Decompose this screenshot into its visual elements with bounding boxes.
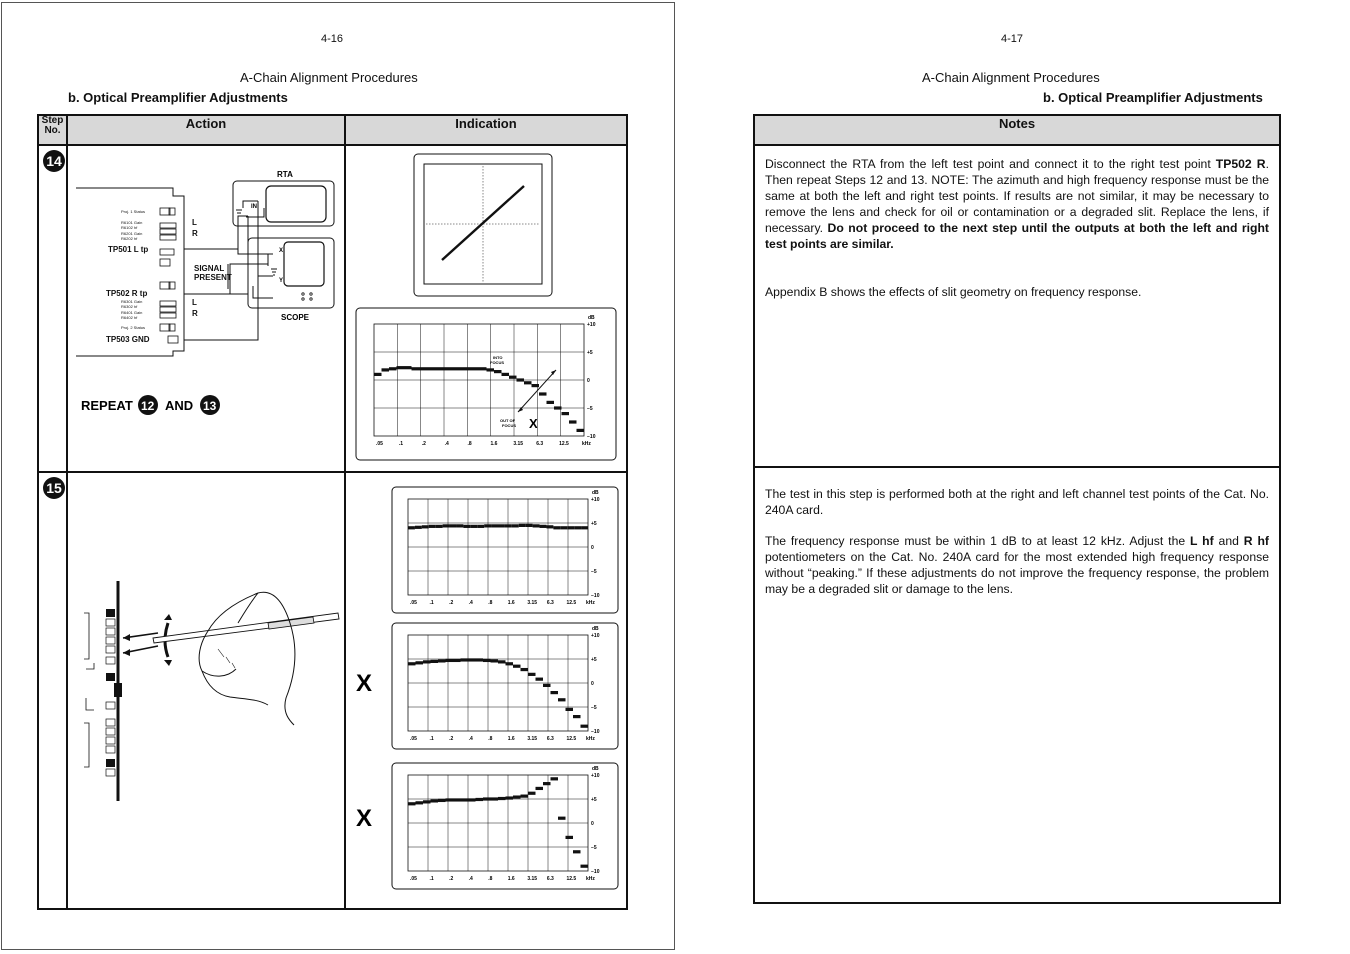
step15-cell (38, 472, 67, 909)
response-band (479, 367, 487, 370)
response-band (412, 367, 420, 370)
response-band (581, 865, 589, 868)
x-tick-label: 6.3 (536, 441, 544, 447)
response-band (389, 367, 397, 370)
channel-l-label: L (192, 298, 197, 307)
y-tick-label: −5 (591, 845, 597, 851)
x-tick-label: .4 (444, 441, 449, 447)
response-band (536, 678, 544, 681)
response-band (562, 412, 570, 415)
y-tick-label: −5 (591, 705, 597, 711)
signal-present-label: SIGNAL (194, 264, 225, 273)
response-band (560, 526, 567, 529)
response-band (431, 799, 439, 802)
step14-cell (38, 145, 67, 472)
header-indication: Indication (345, 115, 627, 145)
card-label: R6201 Gain (121, 231, 143, 236)
response-band (468, 658, 476, 661)
channel-r-label: R (192, 229, 198, 238)
x-tick-label: .2 (449, 876, 454, 882)
response-band (453, 798, 461, 801)
x-tick-label: 3.15 (527, 600, 538, 606)
response-band (512, 524, 519, 527)
notes-paragraph: Appendix B shows the effects of slit geometry on frequency response. (765, 285, 1142, 299)
response-band (436, 525, 443, 528)
y-tick-label: +5 (591, 797, 597, 803)
x-tick-label: 1.6 (507, 876, 515, 882)
response-band (498, 660, 506, 663)
response-band (487, 368, 495, 371)
response-band (423, 800, 431, 803)
response-band (416, 801, 424, 804)
response-band (506, 796, 514, 799)
into-focus-label: FOCUS (490, 360, 504, 365)
response-band (431, 660, 439, 663)
card-label: Proj. 2 Status (121, 325, 146, 330)
x-tick-label: 3.15 (527, 876, 538, 882)
chart-frame (392, 623, 618, 749)
channel-l-label: L (192, 218, 197, 227)
x-mark-rolloff: X (356, 670, 373, 697)
y-tick-label: −5 (591, 569, 597, 575)
response-band (539, 392, 547, 395)
rta-chart-step15-rolloff (392, 623, 618, 749)
x-tick-label: .8 (467, 441, 472, 447)
response-band (567, 526, 574, 529)
out-of-focus-label: FOCUS (502, 423, 516, 428)
response-band (532, 384, 540, 387)
x-tick-label: 12.5 (566, 736, 577, 742)
scope-label: SCOPE (281, 313, 310, 322)
response-band (408, 802, 416, 805)
x-tick-label: kHz (586, 600, 595, 606)
y-tick-label: −10 (591, 729, 600, 735)
notes-paragraph: Disconnect the RTA from the left test point and connect it to the right test point TP502 R. Then repeat Steps 12 and 13. NOTE: The azimuth and high frequency response must be the same at both the left and right test points. If results are not similar, it may be necessary to remove the lens and check for oil or contamination or a degraded slit. Replace the lens, if necessary. Do not proceed to the next step until the outputs at both the left and right test points are similar. (765, 157, 1269, 251)
x-tick-label: 6.3 (546, 876, 554, 882)
x-tick-label: kHz (582, 441, 591, 447)
y-tick-label: +5 (591, 657, 597, 663)
x-tick-label: .8 (488, 736, 493, 742)
x-tick-label: .2 (449, 736, 454, 742)
tp502-label: TP502 R tp (106, 289, 148, 298)
tp503-label: TP503 GND (106, 335, 150, 344)
response-band (422, 525, 429, 528)
response-band (543, 684, 551, 687)
response-band (554, 406, 562, 409)
out-of-focus-label: OUT OF (500, 418, 516, 423)
response-band (476, 658, 484, 661)
response-band (569, 420, 577, 423)
x-tick-label: .4 (468, 600, 473, 606)
step14-action (67, 145, 345, 472)
response-band (419, 367, 427, 370)
x-tick-label: 6.3 (546, 736, 554, 742)
step-badge-15: 15 (43, 477, 65, 499)
y-unit-label: dB (592, 626, 599, 632)
scope-y-label: Y (279, 278, 284, 284)
response-band (450, 524, 457, 527)
step-badge-14: 14 (43, 150, 65, 172)
step15-notes (754, 467, 1280, 903)
header-notes: Notes (754, 115, 1280, 145)
response-band (491, 524, 498, 527)
response-band (491, 659, 499, 662)
x-tick-label: 12.5 (559, 441, 569, 447)
step14-notes (754, 145, 1280, 467)
x-tick-label: .05 (376, 441, 383, 447)
response-band (528, 792, 536, 795)
response-band (476, 798, 484, 801)
focus-arrow (518, 370, 556, 412)
response-band (547, 401, 555, 404)
x-tick-label: .1 (429, 600, 434, 606)
response-band (581, 526, 588, 529)
x-tick-label: .2 (421, 441, 426, 447)
hand-illustration (199, 592, 295, 725)
response-band (573, 715, 581, 718)
x-tick-label: 12.5 (566, 876, 577, 882)
response-band (551, 777, 559, 780)
x-tick-label: .1 (398, 441, 404, 447)
response-band (498, 797, 506, 800)
rta-in-label: IN (251, 204, 257, 210)
procedure-table (37, 114, 628, 910)
y-tick-label: −5 (587, 406, 593, 412)
response-band (540, 525, 547, 528)
response-band (581, 725, 589, 728)
response-band (533, 524, 540, 527)
x-mark: X (529, 416, 538, 431)
card-label: R6101 Gain (121, 220, 143, 225)
y-tick-label: 0 (591, 681, 594, 687)
x-tick-label: .05 (410, 876, 417, 882)
y-tick-label: −10 (591, 869, 600, 875)
response-band (374, 373, 382, 376)
notes-paragraph: The test in this step is performed both at the right and left channel test points of the Cat. No. 240A card. (765, 487, 1269, 517)
chart-frame (392, 487, 618, 613)
response-band (423, 660, 431, 663)
response-band (519, 524, 526, 527)
tp501-label: TP501 L tp (108, 245, 149, 254)
response-band (491, 797, 499, 800)
card-label: R6401 Gain (121, 310, 143, 315)
response-band (526, 524, 533, 527)
response-band (464, 367, 472, 370)
response-band (546, 525, 553, 528)
section-title: b. Optical Preamplifier Adjustments (1043, 90, 1263, 105)
response-band (408, 526, 415, 529)
y-unit-label: dB (592, 490, 599, 496)
y-tick-label: +10 (591, 773, 600, 779)
step15-indication (345, 472, 627, 909)
card-label: R6301 Gain (121, 299, 143, 304)
response-band (524, 381, 532, 384)
x-tick-label: .05 (410, 736, 417, 742)
response-band (415, 526, 422, 529)
chart-frame (356, 308, 616, 460)
response-band (442, 367, 450, 370)
response-band (498, 524, 505, 527)
response-band (517, 378, 525, 381)
x-tick-label: 6.3 (546, 600, 554, 606)
right-page (676, 0, 1349, 950)
card-label: R6302 hf (121, 304, 138, 309)
step15-action (67, 472, 345, 909)
page-number: 4-17 (1001, 33, 1024, 45)
step14-wiring-diagram (68, 146, 344, 466)
repeat-text: REPEAT (81, 398, 133, 413)
y-tick-label: +5 (591, 521, 597, 527)
response-band (558, 698, 566, 701)
x-tick-label: .8 (488, 876, 493, 882)
response-band (408, 662, 416, 665)
notes-paragraph: The frequency response must be within 1 dB to at least 12 kHz. Adjust the L hf and R hf potentiometers on the Cat. No. 240A card for the most extended high frequency response without “peaking.” If these adjustments do not improve the frequency response, the problem may be a degraded slit or damage to the lens. (765, 534, 1269, 596)
page-number: 4-16 (321, 33, 344, 45)
card-label: Proj. 1 Status (121, 209, 146, 214)
response-band (446, 659, 454, 662)
response-band (513, 665, 521, 668)
repeat-step-badge: 12 (141, 399, 155, 413)
response-band (453, 659, 461, 662)
step15-indication-figures (346, 473, 626, 903)
response-band (443, 524, 450, 527)
response-band (573, 850, 581, 853)
header-step: Step No. (38, 115, 67, 145)
card-label: R6202 hf (121, 236, 138, 241)
rta-chart-step14 (356, 308, 616, 460)
response-band (404, 366, 412, 369)
x-tick-label: .1 (429, 876, 434, 882)
rta-chart-step15-good (392, 487, 618, 613)
x-tick-label: .8 (488, 600, 493, 606)
response-band (397, 366, 405, 369)
header-action: Action (67, 115, 345, 145)
x-tick-label: 1.6 (507, 736, 515, 742)
response-band (509, 376, 517, 379)
notes-table (753, 114, 1281, 904)
x-tick-label: .4 (468, 876, 473, 882)
chart-frame (392, 763, 618, 889)
y-tick-label: 0 (587, 378, 590, 384)
response-band (521, 668, 529, 671)
response-band (566, 708, 574, 711)
chapter-title: A-Chain Alignment Procedures (922, 70, 1100, 85)
y-tick-label: −10 (591, 593, 600, 599)
response-band (463, 525, 470, 528)
x-tick-label: 12.5 (566, 600, 577, 606)
response-band (502, 373, 510, 376)
response-band (543, 782, 551, 785)
response-band (446, 798, 454, 801)
rta-chart-step15-peaking (392, 763, 618, 889)
x-tick-label: 1.6 (490, 441, 498, 447)
scope-x-label: X (279, 248, 284, 254)
left-page (1, 0, 674, 950)
card-label: R6102 hf (121, 225, 138, 230)
response-band (483, 659, 491, 662)
response-band (574, 526, 581, 529)
x-tick-label: 3.15 (527, 736, 538, 742)
response-band (456, 524, 463, 527)
response-band (505, 524, 512, 527)
x-tick-label: kHz (586, 736, 595, 742)
response-band (558, 817, 566, 820)
response-band (506, 662, 514, 665)
response-band (477, 525, 484, 528)
response-band (536, 787, 544, 790)
response-band (449, 367, 457, 370)
response-band (551, 691, 559, 694)
response-band (427, 367, 435, 370)
response-band (472, 367, 480, 370)
y-tick-label: +10 (591, 633, 600, 639)
response-band (513, 795, 521, 798)
response-band (461, 658, 469, 661)
response-band (494, 370, 502, 373)
response-band (461, 798, 469, 801)
section-title: b. Optical Preamplifier Adjustments (68, 90, 288, 105)
card-label: R6402 hf (121, 315, 138, 320)
response-band (438, 799, 446, 802)
response-band (566, 836, 574, 839)
channel-r-label: R (192, 309, 198, 318)
y-tick-label: +10 (591, 497, 600, 503)
response-band (468, 798, 476, 801)
x-tick-label: .05 (410, 600, 417, 606)
y-unit-label: dB (592, 766, 599, 772)
response-band (470, 525, 477, 528)
step14-indication-figures (346, 146, 626, 466)
response-band (483, 797, 491, 800)
response-band (416, 661, 424, 664)
y-tick-label: +5 (587, 350, 593, 356)
x-tick-label: .1 (429, 736, 434, 742)
step15-adjustment-illustration (68, 473, 344, 903)
response-band (553, 526, 560, 529)
repeat-and: AND (165, 398, 194, 413)
x-mark-peaking: X (356, 805, 373, 832)
rta-label: RTA (277, 170, 293, 179)
y-tick-label: 0 (591, 545, 594, 551)
y-tick-label: 0 (591, 821, 594, 827)
x-tick-label: 3.15 (513, 441, 524, 447)
x-tick-label: 1.6 (507, 600, 515, 606)
x-tick-label: .4 (468, 736, 473, 742)
response-band (521, 795, 529, 798)
response-band (484, 524, 491, 527)
x-tick-label: .2 (449, 600, 454, 606)
into-focus-label: INTO (493, 355, 503, 360)
response-band (434, 367, 442, 370)
response-band (382, 368, 390, 371)
response-band (528, 673, 536, 676)
x-tick-label: kHz (586, 876, 595, 882)
response-band (438, 659, 446, 662)
chapter-title: A-Chain Alignment Procedures (240, 70, 418, 85)
response-band (429, 525, 436, 528)
y-tick-label: +10 (587, 322, 596, 328)
page-divider (674, 2, 675, 950)
response-band (577, 429, 585, 432)
signal-present-label: PRESENT (194, 273, 232, 282)
y-unit-label: dB (588, 315, 595, 321)
response-band (457, 367, 465, 370)
y-tick-label: −10 (587, 434, 596, 440)
step14-indication (345, 145, 627, 472)
repeat-step-badge: 13 (203, 399, 217, 413)
